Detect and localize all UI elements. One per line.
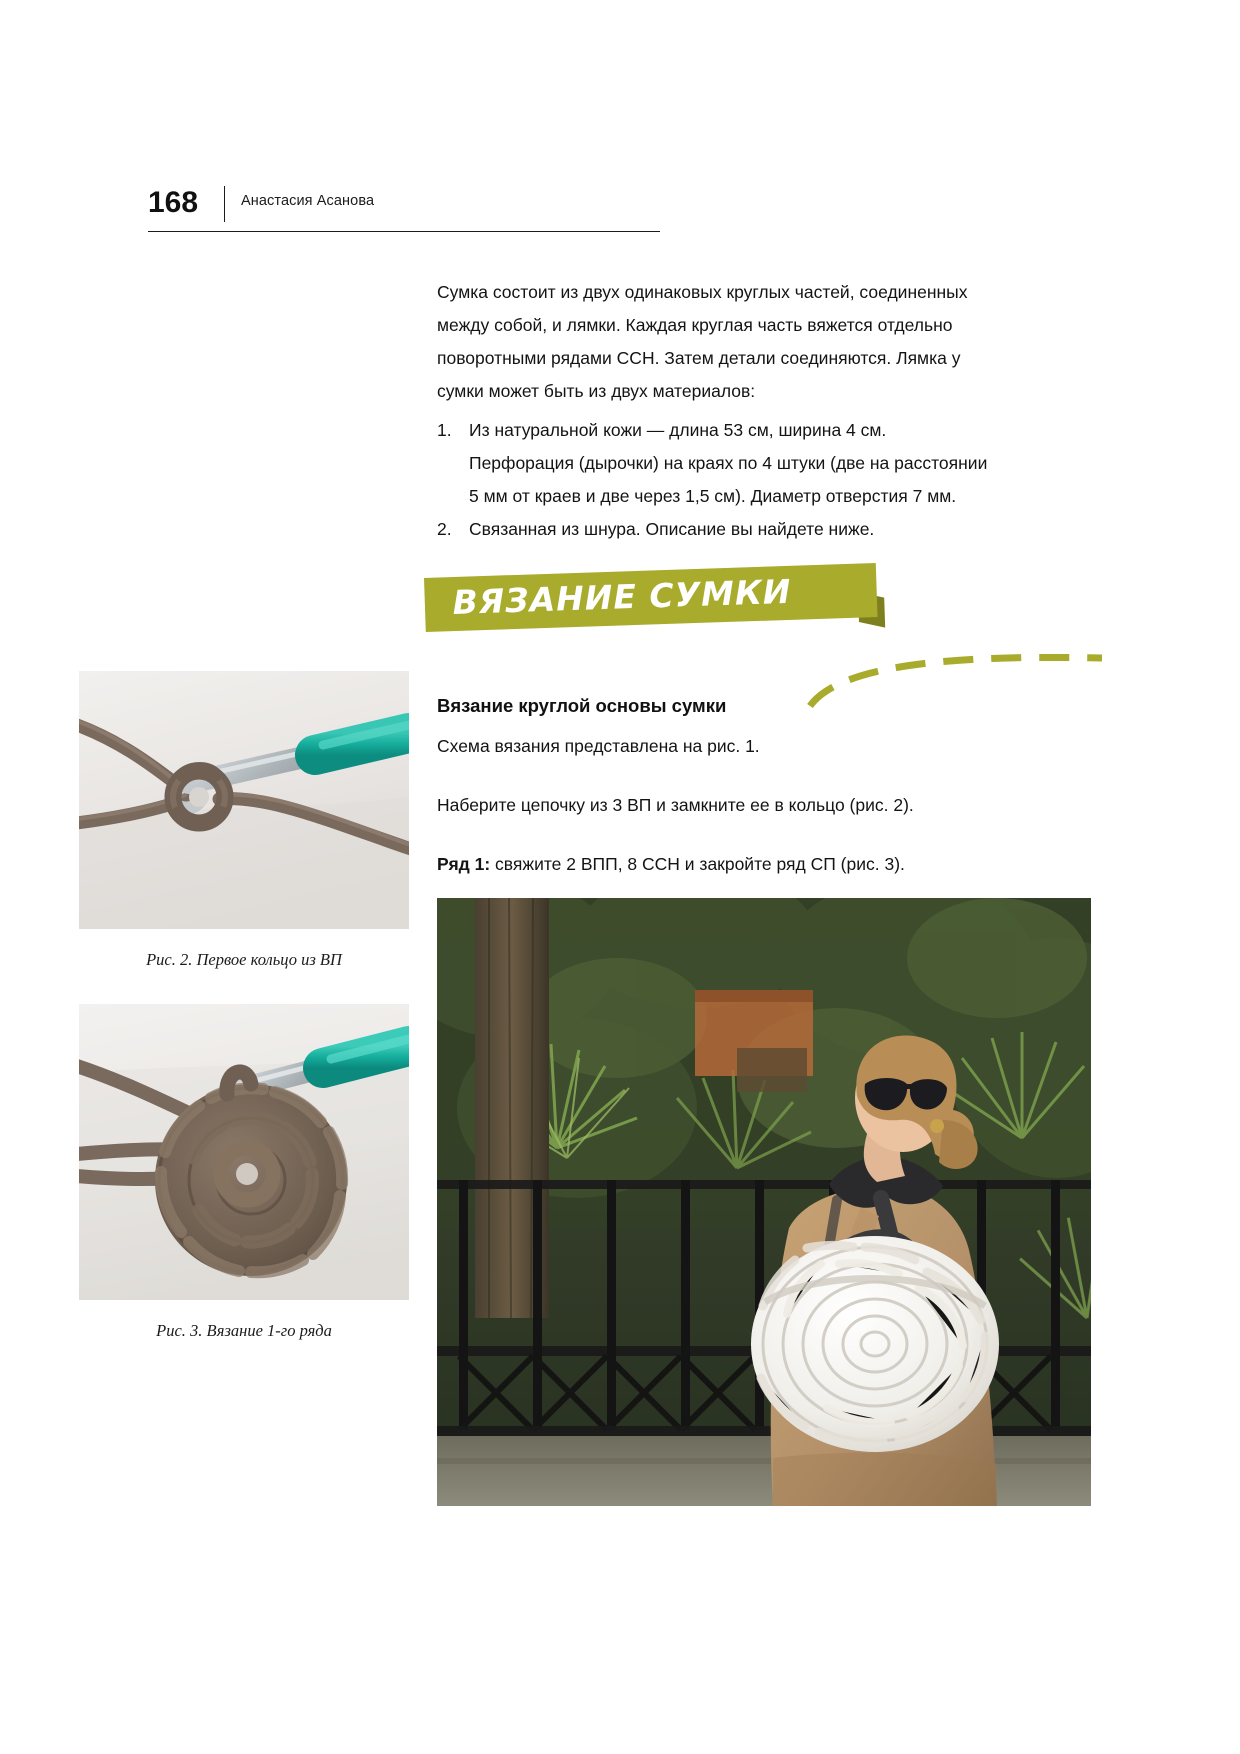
crochet-first-row-illustration xyxy=(79,1004,409,1300)
list-item xyxy=(437,513,989,546)
main-photo xyxy=(437,898,1091,1506)
dashed-arrow-decoration xyxy=(806,648,1106,712)
page-header xyxy=(148,186,660,234)
list-item-text: Связанная из шнура. Описание вы найдете ниже. xyxy=(469,519,875,539)
figure-3-caption: Рис. 3. Вязание 1-го ряда xyxy=(156,1321,332,1340)
header-divider-horizontal xyxy=(148,231,660,232)
materials-list xyxy=(437,414,989,546)
woman-with-crochet-bag-photo xyxy=(437,898,1091,1506)
figure-2-caption: Рис. 2. Первое кольцо из ВП xyxy=(146,950,342,969)
crochet-first-ring-illustration xyxy=(79,671,409,929)
list-item-number: 1. xyxy=(437,420,452,440)
row-instruction: свяжите 2 ВПП, 8 ССН и закройте ряд СП (рис. 3). xyxy=(490,853,905,874)
list-item-text: Из натуральной кожи — длина 53 см, ширина 4 см. Перфорация (дырочки) на краях по 4 штуки (две на расстоянии 5 мм от краев и две через 1,5 см). Диаметр отверстия 7 мм. xyxy=(469,420,988,506)
header-divider-vertical xyxy=(224,186,225,222)
list-item xyxy=(437,414,989,513)
intro-paragraph: Сумка состоит из двух одинаковых круглых частей, соединенных между собой, и лямки. Каждая круглая часть вяжется отдельно поворотными рядами ССН. Затем детали соединяются. Лямка у сумки может быть из двух материалов: xyxy=(437,281,968,401)
banner-title: ВЯЗАНИЕ СУМКИ xyxy=(452,571,793,622)
body-text-chain: Наберите цепочку из 3 ВП и замкните ее в кольцо (рис. 2). xyxy=(437,794,914,815)
list-item-number: 2. xyxy=(437,519,452,539)
section-banner xyxy=(424,571,890,644)
body-text-row1 xyxy=(437,849,1007,880)
figure-3-image xyxy=(79,1004,409,1300)
row-label: Ряд 1: xyxy=(437,853,491,874)
page-number: 168 xyxy=(148,186,199,219)
figure-2-image xyxy=(79,671,409,929)
body-text-scheme: Схема вязания представлена на рис. 1. xyxy=(437,735,760,756)
dashed-arrow-icon xyxy=(806,648,1106,712)
header-author-name: Анастасия Асанова xyxy=(241,193,375,209)
sub-heading: Вязание круглой основы сумки xyxy=(437,694,727,716)
